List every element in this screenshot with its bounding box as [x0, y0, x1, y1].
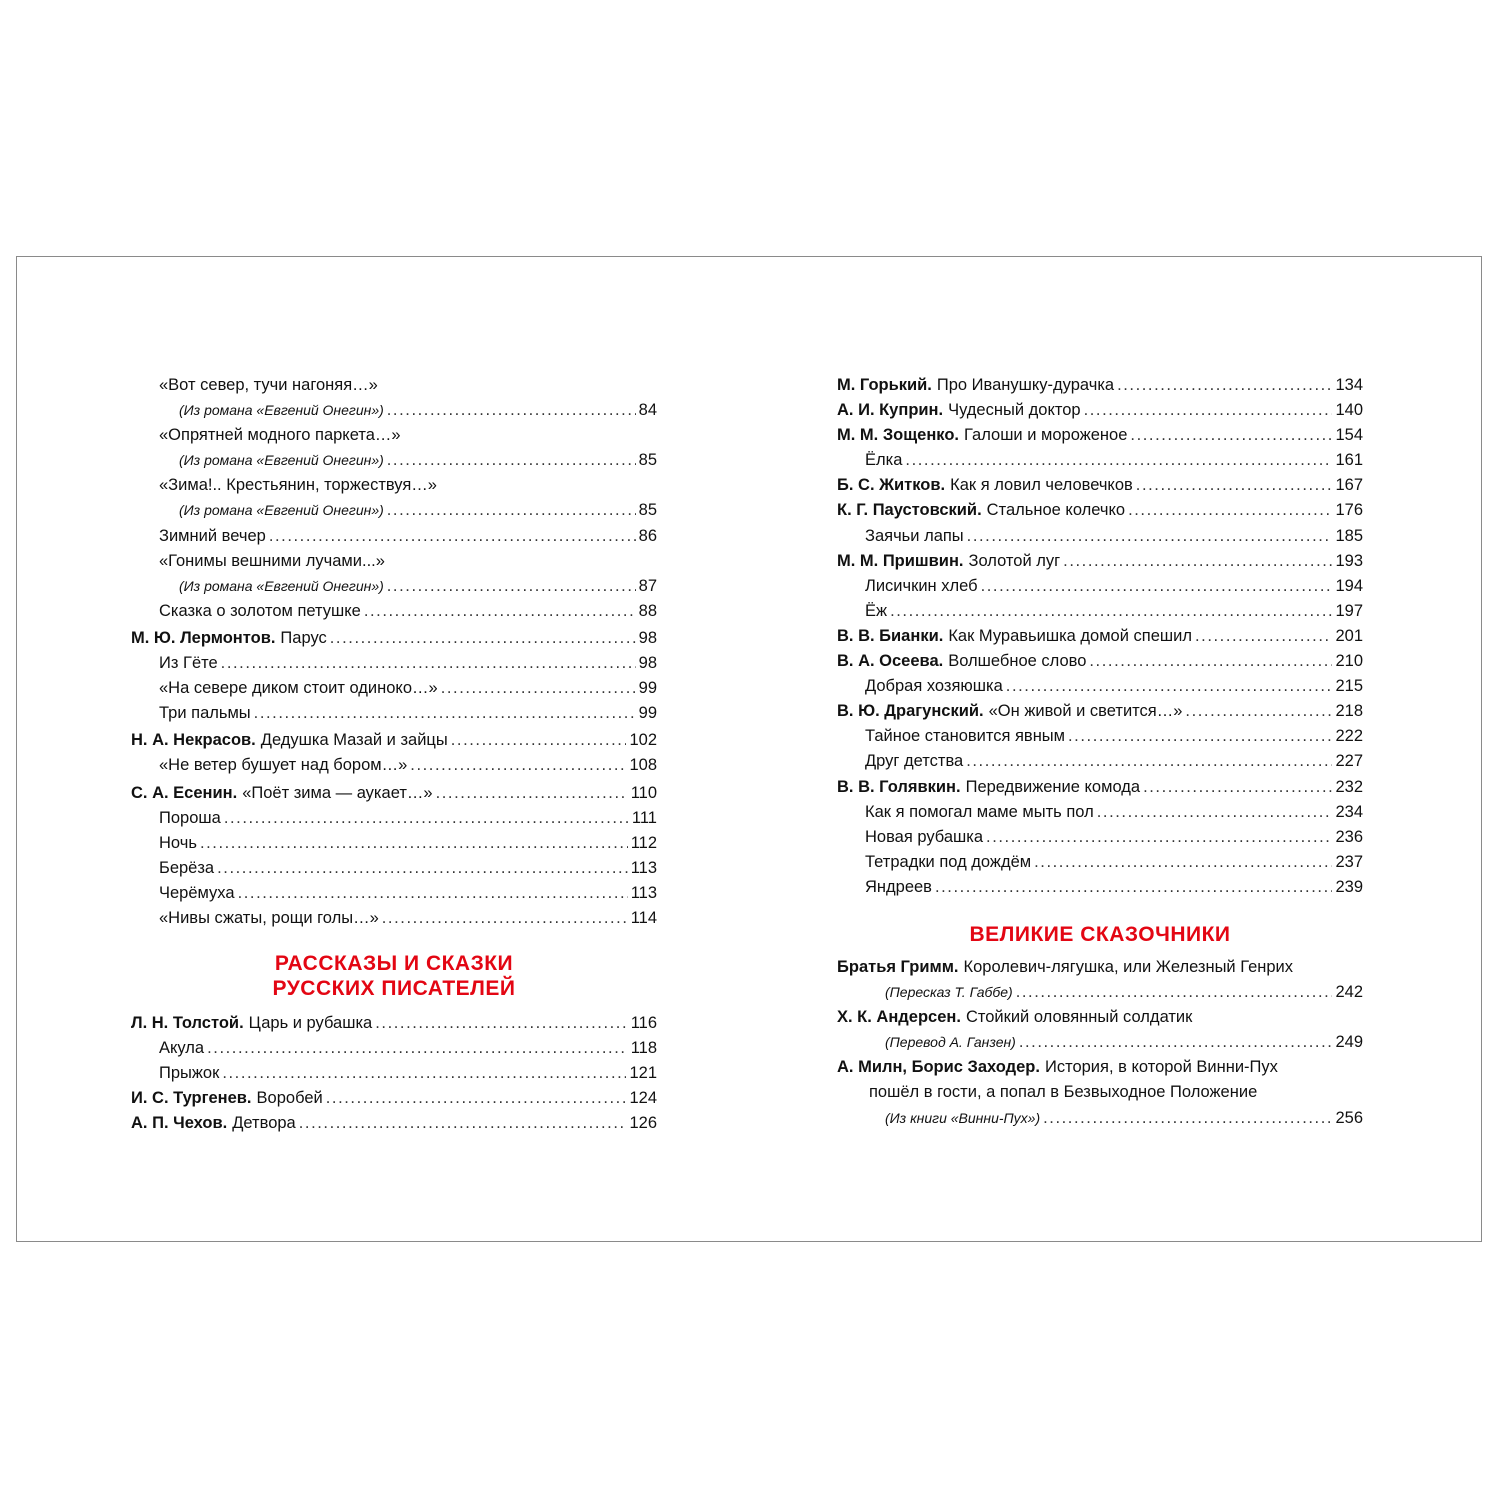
book-spread	[16, 256, 1482, 1242]
dot-leader	[1084, 398, 1333, 423]
page-number: 102	[629, 731, 657, 750]
page-number: 193	[1335, 551, 1363, 570]
dot-leader	[330, 626, 636, 651]
entry-title: Золотой луг	[968, 551, 1061, 570]
dot-leader	[1185, 699, 1332, 724]
dot-leader	[382, 906, 628, 931]
dot-leader	[436, 781, 628, 806]
author-name: А. Милн, Борис Заходер.	[837, 1058, 1040, 1077]
toc-entry	[837, 749, 1363, 774]
entry-subtitle: (Из романа «Евгений Онегин»)	[179, 577, 384, 594]
toc-author-entry	[837, 649, 1363, 674]
dot-leader	[966, 749, 1332, 774]
toc-entry	[837, 674, 1363, 699]
dot-leader	[222, 1061, 626, 1086]
toc-entry	[837, 1106, 1363, 1131]
page-number: 99	[638, 704, 657, 723]
entry-title: Три пальмы	[159, 704, 251, 723]
entry-title: Ёж	[865, 601, 888, 620]
toc-author-entry	[131, 728, 657, 753]
dot-leader	[986, 825, 1332, 850]
toc-author-entry	[837, 699, 1363, 724]
page-number: 85	[638, 501, 657, 520]
author-name: Х. К. Андерсен.	[837, 1008, 961, 1027]
author-name: В. Ю. Драгунский.	[837, 702, 984, 721]
entry-title: Зимний вечер	[159, 526, 266, 545]
toc-author-entry	[131, 1086, 657, 1111]
author-name: А. П. Чехов.	[131, 1114, 228, 1133]
toc-entry	[131, 524, 657, 549]
entry-title: Королевич-лягушка, или Железный Генрих	[963, 957, 1294, 976]
page-number: 126	[629, 1114, 657, 1133]
dot-leader	[1063, 549, 1332, 574]
page-number: 176	[1335, 501, 1363, 520]
entry-title: Черёмуха	[159, 883, 235, 902]
entry-title: Стальное колечко	[986, 501, 1126, 520]
entry-title: Сказка о золотом петушке	[159, 601, 361, 620]
dot-leader	[410, 753, 626, 778]
toc-author-entry	[837, 1055, 1363, 1080]
section-title-line: РУССКИХ ПИСАТЕЛЕЙ	[272, 977, 516, 1001]
toc-entry	[131, 701, 657, 726]
dot-leader	[1136, 473, 1333, 498]
author-name: А. И. Куприн.	[837, 401, 944, 420]
entry-subtitle: (Из романа «Евгений Онегин»)	[179, 402, 384, 419]
toc-entry	[837, 825, 1363, 850]
page-number: 112	[630, 833, 657, 852]
entry-title: Воробей	[256, 1089, 323, 1108]
toc-entry	[131, 498, 657, 523]
page-number: 239	[1335, 877, 1363, 896]
page-number: 210	[1335, 652, 1363, 671]
dot-leader	[387, 498, 636, 523]
toc-author-entry	[131, 1011, 657, 1036]
toc-entry	[837, 599, 1363, 624]
page-number: 234	[1335, 802, 1363, 821]
page-number: 154	[1335, 426, 1363, 445]
entry-subtitle: (Из книги «Винни-Пух»)	[885, 1109, 1041, 1126]
author-name: Б. С. Житков.	[837, 476, 946, 495]
page-number: 110	[630, 783, 657, 802]
dot-leader	[375, 1011, 627, 1036]
entry-title: «Не ветер бушует над бором…»	[159, 756, 408, 775]
page-number: 86	[638, 526, 657, 545]
toc-entry	[131, 398, 657, 423]
entry-subtitle: (Пересказ Т. Габбе)	[885, 984, 1013, 1001]
entry-title: Друг детства	[865, 752, 964, 771]
author-name: К. Г. Паустовский.	[837, 501, 982, 520]
toc-entry	[837, 524, 1363, 549]
page-number: 84	[638, 401, 657, 420]
toc-entry	[131, 831, 657, 856]
page-number: 232	[1335, 777, 1363, 796]
toc-list	[837, 373, 1363, 900]
toc-author-entry	[131, 626, 657, 651]
author-name: С. А. Есенин.	[131, 783, 238, 802]
toc-entry	[131, 549, 657, 574]
dot-leader	[1089, 649, 1332, 674]
dot-leader	[1097, 800, 1333, 825]
entry-title: «Он живой и светится…»	[988, 702, 1183, 721]
page-number: 185	[1335, 526, 1363, 545]
dot-leader	[967, 524, 1333, 549]
page-number: 124	[629, 1089, 657, 1108]
dot-leader	[1128, 498, 1332, 523]
toc-entry	[837, 574, 1363, 599]
toc-entry	[131, 856, 657, 881]
entry-title: Ёлка	[865, 451, 903, 470]
author-name: Братья Гримм.	[837, 957, 959, 976]
entry-title: Чудесный доктор	[948, 401, 1081, 420]
dot-leader	[217, 856, 628, 881]
dot-leader	[299, 1111, 627, 1136]
page-number: 215	[1335, 677, 1363, 696]
toc-entry	[131, 1036, 657, 1061]
entry-title: Про Иванушку-дурачка	[936, 376, 1115, 394]
toc-entry	[131, 651, 657, 676]
dot-leader	[890, 599, 1332, 624]
toc-entry	[131, 806, 657, 831]
dot-leader	[1195, 624, 1332, 649]
entry-title: Заячьи лапы	[865, 526, 964, 545]
toc-entry	[131, 906, 657, 931]
dot-leader	[207, 1036, 628, 1061]
dot-leader	[1019, 1030, 1333, 1055]
dot-leader	[200, 831, 628, 856]
page-number: 134	[1335, 376, 1363, 394]
author-name: И. С. Тургенев.	[131, 1089, 252, 1108]
section-title-line: ВЕЛИКИЕ СКАЗОЧНИКИ	[969, 922, 1231, 946]
entry-title: «Гонимы вешними лучами...»	[159, 551, 385, 570]
page-number: 113	[630, 883, 657, 902]
page-number: 118	[630, 1039, 657, 1058]
page-number: 98	[638, 628, 657, 647]
entry-title: Галоши и мороженое	[964, 426, 1128, 445]
dot-leader	[387, 574, 636, 599]
dot-leader	[364, 599, 636, 624]
toc-author-entry	[837, 775, 1363, 800]
entry-subtitle: (Из романа «Евгений Онегин»)	[179, 452, 384, 469]
toc-author-entry	[837, 373, 1363, 398]
entry-title: «Опрятней модного паркета…»	[159, 426, 401, 445]
toc-entry	[837, 800, 1363, 825]
dot-leader	[1034, 850, 1332, 875]
entry-title: Царь и рубашка	[248, 1014, 373, 1033]
author-name: В. А. Осеева.	[837, 652, 944, 671]
entry-title: Прыжок	[159, 1064, 220, 1083]
toc-author-entry	[837, 423, 1363, 448]
entry-title: Яндреев	[865, 877, 932, 896]
page-number: 140	[1335, 401, 1363, 420]
toc-entry	[131, 676, 657, 701]
toc-author-entry	[837, 498, 1363, 523]
toc-entry	[837, 980, 1363, 1005]
page-number: 194	[1335, 576, 1363, 595]
entry-title: Детвора	[232, 1114, 296, 1133]
toc-author-entry	[837, 398, 1363, 423]
entry-title: Новая рубашка	[865, 827, 984, 846]
page-number: 161	[1335, 451, 1363, 470]
toc-author-entry	[837, 955, 1363, 980]
entry-title: Акула	[159, 1039, 205, 1058]
author-name: В. В. Бианки.	[837, 626, 944, 645]
dot-leader	[905, 448, 1332, 473]
page-number: 167	[1335, 476, 1363, 495]
page-number: 249	[1335, 1033, 1363, 1052]
dot-leader	[326, 1086, 627, 1111]
entry-title: Ночь	[159, 833, 197, 852]
toc-entry	[837, 448, 1363, 473]
page-number: 121	[629, 1064, 657, 1083]
page-number: 108	[629, 756, 657, 775]
entry-subtitle: (Перевод А. Ганзен)	[885, 1034, 1016, 1051]
entry-title: «Зима!.. Крестьянин, торжествуя…»	[159, 476, 437, 495]
entry-title: Из Гёте	[159, 654, 218, 673]
entry-title: Как Муравьишка домой спешил	[948, 626, 1192, 645]
dot-leader	[1006, 674, 1333, 699]
toc-entry	[131, 881, 657, 906]
entry-title: «Нивы сжаты, рощи голы…»	[159, 908, 379, 927]
toc-author-entry	[837, 549, 1363, 574]
entry-title: Волшебное слово	[948, 652, 1087, 671]
page-number: 236	[1335, 827, 1363, 846]
toc-entry	[837, 875, 1363, 900]
toc-entry	[837, 1030, 1363, 1055]
page-number: 197	[1335, 601, 1363, 620]
dot-leader	[224, 806, 629, 831]
page-number: 116	[630, 1014, 657, 1033]
dot-leader	[269, 524, 636, 549]
entry-title: Тетрадки под дождём	[865, 852, 1032, 871]
dot-leader	[1130, 423, 1332, 448]
toc-entry	[131, 753, 657, 778]
page-number: 99	[638, 679, 657, 698]
dot-leader	[451, 728, 627, 753]
entry-title: «Поёт зима — аукает…»	[242, 783, 433, 802]
dot-leader	[441, 676, 636, 701]
toc-entry	[131, 423, 657, 448]
toc-entry	[131, 574, 657, 599]
dot-leader	[387, 398, 636, 423]
toc-entry	[131, 373, 657, 398]
dot-leader	[981, 574, 1333, 599]
entry-title: Пороша	[159, 808, 221, 827]
page-number: 222	[1335, 727, 1363, 746]
right-page-contents	[837, 373, 1363, 1131]
toc-entry	[131, 448, 657, 473]
page-number: 98	[638, 654, 657, 673]
entry-title: Тайное становится явным	[865, 727, 1066, 746]
author-name: М. Ю. Лермонтов.	[131, 628, 276, 647]
page-number: 111	[631, 808, 657, 827]
entry-subtitle: (Из романа «Евгений Онегин»)	[179, 502, 384, 519]
dot-leader	[1016, 980, 1333, 1005]
toc-author-entry	[131, 781, 657, 806]
toc-author-entry	[837, 1005, 1363, 1030]
entry-title: Передвижение комода	[965, 777, 1141, 796]
toc-entry	[837, 850, 1363, 875]
page-number: 88	[638, 601, 657, 620]
toc-entry	[131, 599, 657, 624]
entry-title: Берёза	[159, 858, 215, 877]
page-number: 242	[1335, 983, 1363, 1002]
entry-title: История, в которой Винни-Пух	[1044, 1058, 1278, 1077]
author-name: М. Горький.	[837, 376, 932, 394]
author-name: М. М. Пришвин.	[837, 551, 964, 570]
page-number: 114	[630, 908, 657, 927]
section-heading	[131, 951, 657, 1001]
entry-title: Лисичкин хлеб	[865, 576, 978, 595]
dot-leader	[1117, 373, 1332, 398]
page-number: 256	[1335, 1108, 1363, 1127]
dot-leader	[254, 701, 636, 726]
page-number: 87	[638, 576, 657, 595]
dot-leader	[387, 448, 636, 473]
dot-leader	[221, 651, 636, 676]
author-name: В. В. Голявкин.	[837, 777, 961, 796]
toc-entry	[837, 724, 1363, 749]
entry-title: Как я ловил человечков	[950, 476, 1133, 495]
author-name: Л. Н. Толстой.	[131, 1014, 244, 1033]
section-title-line: РАССКАЗЫ И СКАЗКИ	[274, 952, 514, 976]
author-name: М. М. Зощенко.	[837, 426, 960, 445]
entry-title: пошёл в гости, а попал в Безвыходное Положение	[869, 1083, 1258, 1102]
entry-title: «Вот север, тучи нагоняя…»	[159, 376, 378, 394]
toc-author-entry	[131, 1111, 657, 1136]
dot-leader	[238, 881, 628, 906]
page-number: 237	[1335, 852, 1363, 871]
dot-leader	[935, 875, 1333, 900]
dot-leader	[1068, 724, 1332, 749]
page-number: 218	[1335, 702, 1363, 721]
section-heading	[837, 922, 1363, 947]
entry-title: Стойкий оловянный солдатик	[965, 1008, 1193, 1027]
entry-title: «На севере диком стоит одиноко…»	[159, 679, 438, 698]
entry-title: Добрая хозяюшка	[865, 677, 1003, 696]
page-number: 201	[1335, 626, 1363, 645]
author-name: Н. А. Некрасов.	[131, 731, 256, 750]
entry-title: Дедушка Мазай и зайцы	[260, 731, 448, 750]
toc-entry	[131, 1061, 657, 1086]
page-number: 113	[630, 858, 657, 877]
page-number: 227	[1335, 752, 1363, 771]
entry-title: Как я помогал маме мыть пол	[865, 802, 1094, 821]
dot-leader	[1043, 1106, 1332, 1131]
toc-author-entry	[837, 624, 1363, 649]
toc-entry	[131, 473, 657, 498]
left-page-contents	[131, 373, 657, 1137]
entry-title: Парус	[280, 628, 327, 647]
page-number: 85	[638, 451, 657, 470]
toc-author-entry	[837, 473, 1363, 498]
toc-entry-continuation	[837, 1080, 1363, 1105]
dot-leader	[1143, 775, 1332, 800]
